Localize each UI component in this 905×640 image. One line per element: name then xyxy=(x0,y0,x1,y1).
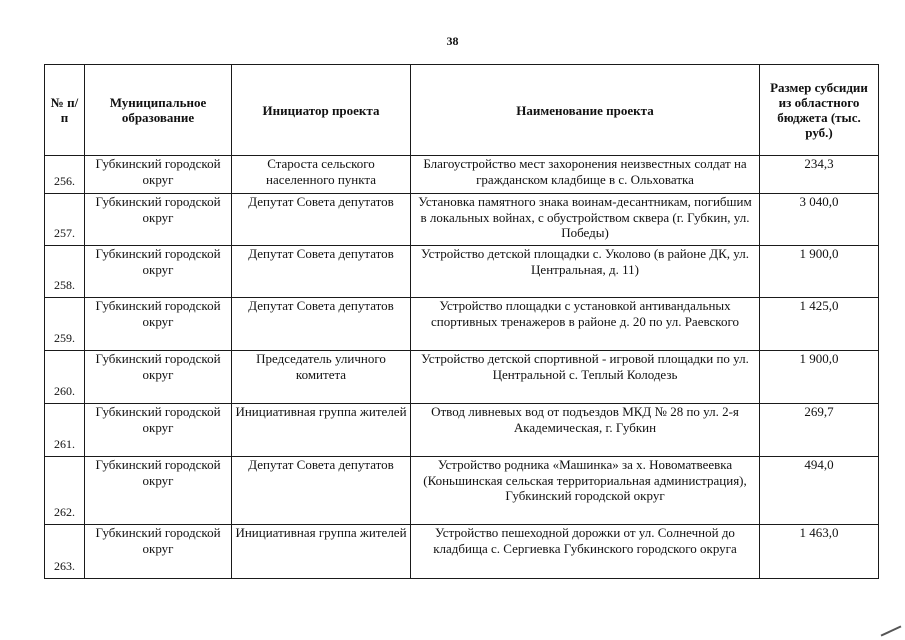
row-subsidy: 1 463,0 xyxy=(760,525,879,579)
header-subsidy: Размер субсидии из областного бюджета (тыс. руб.) xyxy=(760,65,879,156)
row-municipality: Губкинский городской округ xyxy=(85,298,232,351)
row-number: 261. xyxy=(45,404,85,457)
row-municipality: Губкинский городской округ xyxy=(85,457,232,525)
row-number: 258. xyxy=(45,246,85,298)
header-num: № п/п xyxy=(45,65,85,156)
table-row xyxy=(45,525,879,579)
row-initiator: Инициативная группа жителей xyxy=(232,404,411,457)
row-project: Отвод ливневых вод от подъездов МКД № 28 по ул. 2-я Академическая, г. Губкин xyxy=(411,404,760,457)
row-municipality: Губкинский городской округ xyxy=(85,246,232,298)
table-row xyxy=(45,246,879,298)
row-subsidy: 1 425,0 xyxy=(760,298,879,351)
page-number: 38 xyxy=(446,34,459,48)
header-municipality: Муниципальное образование xyxy=(85,65,232,156)
row-number: 260. xyxy=(45,351,85,404)
row-municipality: Губкинский городской округ xyxy=(85,404,232,457)
row-municipality: Губкинский городской округ xyxy=(85,525,232,579)
row-number: 257. xyxy=(45,194,85,246)
row-municipality: Губкинский городской округ xyxy=(85,194,232,246)
row-number: 263. xyxy=(45,525,85,579)
row-subsidy: 234,3 xyxy=(760,156,879,194)
row-initiator: Председатель уличного комитета xyxy=(232,351,411,404)
row-subsidy: 494,0 xyxy=(760,457,879,525)
table-row xyxy=(45,194,879,246)
table-row xyxy=(45,351,879,404)
row-initiator: Депутат Совета депутатов xyxy=(232,298,411,351)
row-project: Благоустройство мест захоронения неизвестных солдат на гражданском кладбище в с. Ольховатка xyxy=(411,156,760,194)
header-initiator: Инициатор проекта xyxy=(232,65,411,156)
row-subsidy: 3 040,0 xyxy=(760,194,879,246)
row-subsidy: 269,7 xyxy=(760,404,879,457)
row-initiator: Депутат Совета депутатов xyxy=(232,246,411,298)
subsidy-table xyxy=(44,64,879,579)
row-project: Устройство площадки с установкой антивандальных спортивных тренажеров в районе д. 20 по ул. Раевского xyxy=(411,298,760,351)
row-project: Устройство родника «Машинка» за х. Новоматвеевка (Коньшинская сельская территориальная администрация), Губкинский городской округ xyxy=(411,457,760,525)
row-number: 256. xyxy=(45,156,85,194)
row-initiator: Депутат Совета депутатов xyxy=(232,457,411,525)
row-municipality: Губкинский городской округ xyxy=(85,156,232,194)
header-project: Наименование проекта xyxy=(411,65,760,156)
row-initiator: Депутат Совета депутатов xyxy=(232,194,411,246)
row-project: Устройство детской спортивной - игровой площадки по ул. Центральной с. Теплый Колодезь xyxy=(411,351,760,404)
row-subsidy: 1 900,0 xyxy=(760,351,879,404)
row-municipality: Губкинский городской округ xyxy=(85,351,232,404)
table-header-row xyxy=(45,65,879,156)
row-initiator: Староста сельского населенного пункта xyxy=(232,156,411,194)
row-number: 262. xyxy=(45,457,85,525)
table-row xyxy=(45,457,879,525)
row-project: Устройство пешеходной дорожки от ул. Солнечной до кладбища с. Сергиевка Губкинского городского округа xyxy=(411,525,760,579)
row-project: Установка памятного знака воинам-десантникам, погибшим в локальных войнах, с обустройством сквера (г. Губкин, ул. Победы) xyxy=(411,194,760,246)
row-initiator: Инициативная группа жителей xyxy=(232,525,411,579)
table-row xyxy=(45,156,879,194)
table-row xyxy=(45,298,879,351)
row-project: Устройство детской площадки с. Уколово (в районе ДК, ул. Центральная, д. 11) xyxy=(411,246,760,298)
table-row xyxy=(45,404,879,457)
row-subsidy: 1 900,0 xyxy=(760,246,879,298)
scan-edge-mark xyxy=(881,625,902,636)
row-number: 259. xyxy=(45,298,85,351)
